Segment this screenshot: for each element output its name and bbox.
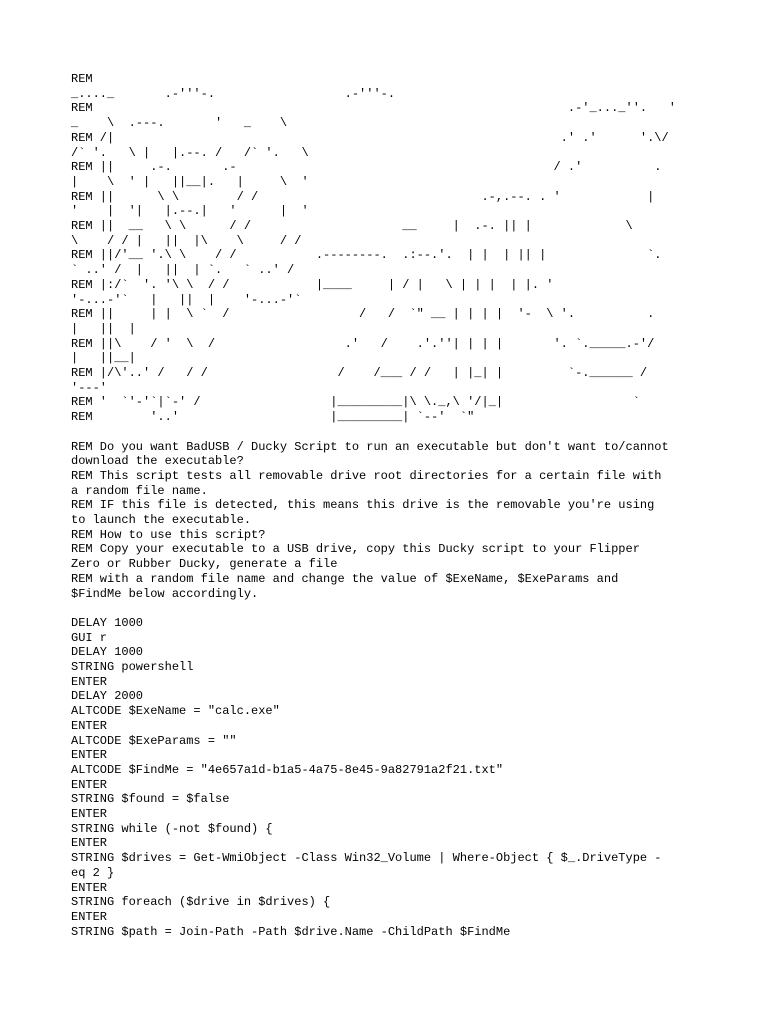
text-line: STRING powershell: [71, 660, 194, 674]
text-line: Zero or Rubber Ducky, generate a file: [71, 557, 338, 572]
text-line: ENTER: [71, 674, 108, 689]
text-line: '---': [71, 380, 108, 395]
text-line: REM Copy your executable to a USB drive, copy this Ducky script to your Flipper: [71, 542, 640, 557]
text-line: REM ||/'__ '.\ \ / / .--------. .:--.'. | | | || | `.: [71, 248, 662, 263]
text-line: ENTER: [71, 807, 108, 821]
text-line: STRING while (-not $found) {: [71, 821, 273, 836]
text-line: download the executable?: [71, 454, 244, 469]
text-line: DELAY 1000: [71, 645, 144, 660]
text-line: REM |/\'..' / / / / /___ / / | |_| | `-.______ /: [71, 366, 648, 380]
text-line: ENTER: [71, 836, 108, 851]
text-line: REM with a random file name and change the value of $ExeName, $ExeParams and: [71, 571, 619, 586]
text-line: '-...-'` | || | '-...-'`: [71, 292, 302, 307]
text-line: ENTER: [71, 880, 108, 895]
text-line: REM: [71, 72, 93, 86]
text-line: ALTCODE $ExeParams = "": [71, 733, 237, 748]
text-line: REM |:/` '. '\ \ / / |____ | / | \ | | | | |. ': [71, 277, 554, 292]
text-line: | || |: [71, 321, 136, 336]
text-line: ENTER: [71, 718, 108, 733]
text-line: ENTER: [71, 909, 108, 924]
text-line: REM Do you want BadUSB / Ducky Script to run an executable but don't want to/cannot: [71, 439, 669, 454]
text-line: DELAY 1000: [71, 615, 144, 630]
text-line: REM || .-. .- / .' .: [71, 160, 662, 175]
text-line: REM || __ \ \ / / __ | .-. || | \: [71, 219, 633, 233]
text-line: STRING $drives = Get-WmiObject -Class Win32_Volume | Where-Object { $_.DriveType -: [71, 851, 662, 866]
text-line: ENTER: [71, 777, 108, 792]
text-line: | \ ' | ||__|. | \ ': [71, 174, 309, 189]
text-line: DELAY 2000: [71, 689, 144, 704]
text-line: REM This script tests all removable drive root directories for a certain file with: [71, 468, 662, 483]
text-line: REM .-'_..._''. ': [71, 101, 676, 116]
text-line: ENTER: [71, 748, 108, 763]
text-line: to launch the executable.: [71, 513, 252, 527]
text-line: REM || | | \ ` / / / `" __ | | | | '- \ '. .: [71, 307, 655, 322]
text-line: STRING $found = $false: [71, 792, 230, 807]
text-line: REM /| .' .' '.\/: [71, 130, 669, 145]
text-line: $FindMe below accordingly.: [71, 586, 259, 601]
text-line: eq 2 }: [71, 865, 115, 880]
text-line: ALTCODE $FindMe = "4e657a1d-b1a5-4a75-8e45-9a82791a2f21.txt": [71, 762, 504, 777]
text-line: STRING foreach ($drive in $drives) {: [71, 895, 331, 910]
text-line: REM IF this file is detected, this means this drive is the removable you're using: [71, 498, 655, 513]
text-line: _ \ .---. ' _ \: [71, 116, 288, 131]
text-line: REM ' `'-'`|`-' / |_________|\ \._,\ '/|_| `: [71, 395, 640, 410]
text-line: ALTCODE $ExeName = "calc.exe": [71, 704, 280, 719]
text-line: _...._ .-'''-. .-'''-.: [71, 86, 396, 101]
text-line: ` ..' / | || | `. ` ..' /: [71, 263, 295, 278]
text-line: \ / / | || |\ \ / /: [71, 233, 302, 248]
text-line: REM || \ \ / / .-,.--. . ' |: [71, 189, 655, 204]
text-line: REM '..' |_________| `--' `": [71, 410, 475, 425]
text-line: STRING $path = Join-Path -Path $drive.Name -ChildPath $FindMe: [71, 924, 511, 939]
text-line: | ||__|: [71, 351, 136, 366]
text-line: /` '. \ | |.--. / /` '. \: [71, 145, 309, 160]
text-line: REM ||\ / ' \ / .' / .'.''| | | | '. `._____.-'/: [71, 336, 655, 351]
text-line: REM How to use this script?: [71, 527, 266, 542]
text-line: ' | '| |.--.| ' | ': [71, 204, 309, 219]
text-line: a random file name.: [71, 483, 208, 498]
text-line: GUI r: [71, 630, 108, 645]
